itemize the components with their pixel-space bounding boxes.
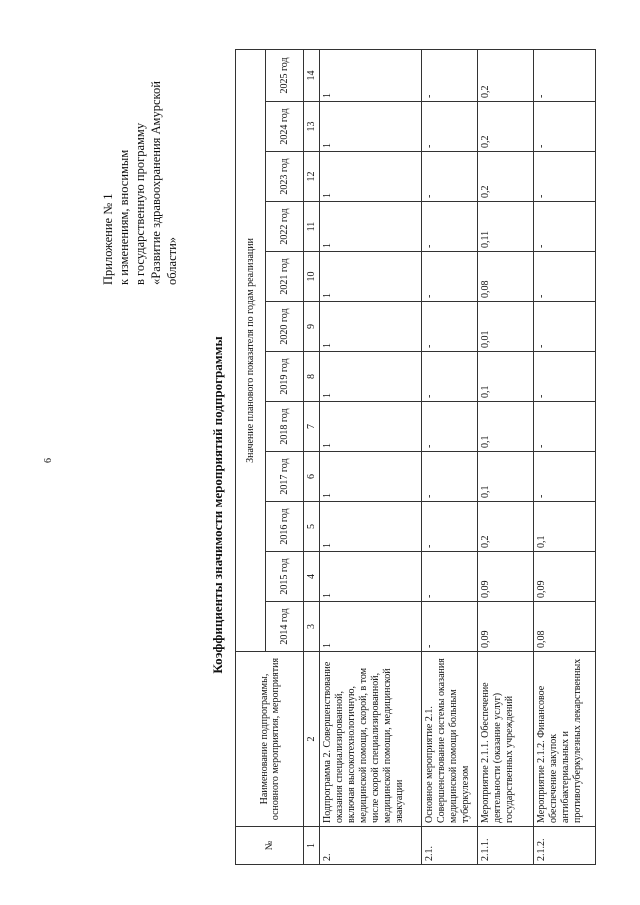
column-number: 11	[304, 202, 320, 252]
row-name: Мероприятие 2.1.2. Финансовое обеспечение закупок антибактериальных и противотуберкулезных лекарственных	[534, 652, 596, 827]
header-values: Значение планового показателя по годам реализации	[236, 49, 266, 651]
row-number: 2.1.1.	[478, 827, 534, 865]
annex-line: в государственную программу	[133, 122, 147, 285]
row-number: 2.1.2.	[534, 827, 596, 865]
row-number: 2.1.	[422, 827, 478, 865]
value-cell: -	[422, 502, 478, 552]
value-cell: -	[422, 202, 478, 252]
column-number: 7	[304, 402, 320, 452]
value-cell: 0,08	[534, 602, 596, 652]
value-cell: 0,2	[478, 152, 534, 202]
year-header: 2014 год	[266, 602, 304, 652]
value-cell: 0,09	[478, 552, 534, 602]
header-row	[236, 49, 266, 864]
value-cell: -	[422, 152, 478, 202]
column-number: 10	[304, 252, 320, 302]
row-name: Подпрограмма 2. Совершенствование оказания специализированной, включая высокотехнологичную, медицинской помощи, скорой, в том числе скорой специализированной, медицинской помощи, медицинской эвакуации	[320, 652, 422, 827]
header-num: №	[236, 827, 304, 865]
value-cell: -	[534, 202, 596, 252]
value-cell: -	[422, 302, 478, 352]
column-number: 5	[304, 502, 320, 552]
annex-line: области»	[165, 236, 179, 285]
year-header: 2025 год	[266, 49, 304, 101]
value-cell: 1	[320, 102, 422, 152]
page-number: 6	[43, 458, 54, 463]
column-number: 3	[304, 602, 320, 652]
value-cell: -	[534, 352, 596, 402]
value-cell: 0,1	[478, 452, 534, 502]
header-name: Наименование подпрограммы, основного мероприятия, мероприятия	[236, 652, 304, 827]
value-cell: -	[534, 49, 596, 101]
value-cell: 1	[320, 202, 422, 252]
value-cell: 0,09	[534, 552, 596, 602]
year-header: 2023 год	[266, 152, 304, 202]
year-header: 2019 год	[266, 352, 304, 402]
year-header: 2017 год	[266, 452, 304, 502]
value-cell: 1	[320, 49, 422, 101]
value-cell: -	[422, 252, 478, 302]
value-cell: 0,2	[478, 102, 534, 152]
value-cell: -	[534, 102, 596, 152]
year-header: 2022 год	[266, 202, 304, 252]
column-number: 4	[304, 552, 320, 602]
year-header: 2015 год	[266, 552, 304, 602]
document-title: Коэффициенты значимости мероприятий подпрограммы	[210, 336, 225, 674]
value-cell: -	[534, 452, 596, 502]
value-cell: -	[422, 602, 478, 652]
value-cell: 1	[320, 602, 422, 652]
column-number: 12	[304, 152, 320, 202]
value-cell: -	[534, 302, 596, 352]
value-cell: 0,11	[478, 202, 534, 252]
value-cell: -	[422, 102, 478, 152]
column-number: 13	[304, 102, 320, 152]
row-name: Основное мероприятие 2.1. Совершенствование системы оказания медицинской помощи больным туберкулезом	[422, 652, 478, 827]
row-number: 2.	[320, 827, 422, 865]
value-cell: 1	[320, 402, 422, 452]
column-number: 8	[304, 352, 320, 402]
annex-note	[100, 55, 180, 285]
value-cell: -	[534, 252, 596, 302]
value-cell: 0,09	[478, 602, 534, 652]
value-cell: -	[422, 49, 478, 101]
value-cell: 0,1	[478, 352, 534, 402]
value-cell: 0,2	[478, 502, 534, 552]
value-cell: 0,1	[534, 502, 596, 552]
value-cell: 0,01	[478, 302, 534, 352]
annex-line: «Развитие здравоохранения Амурской	[149, 81, 163, 285]
column-numbers-row	[304, 49, 320, 864]
annex-line: к изменениям, вносимым	[117, 149, 131, 285]
year-header: 2018 год	[266, 402, 304, 452]
value-cell: 1	[320, 552, 422, 602]
value-cell: 0,08	[478, 252, 534, 302]
value-cell: -	[422, 452, 478, 502]
column-number: 6	[304, 452, 320, 502]
value-cell: 1	[320, 502, 422, 552]
table-row	[534, 49, 596, 864]
value-cell: 1	[320, 302, 422, 352]
annex-line: Приложение № 1	[101, 193, 115, 285]
table-row	[478, 49, 534, 864]
value-cell: -	[534, 152, 596, 202]
value-cell: 1	[320, 352, 422, 402]
value-cell: -	[534, 402, 596, 452]
value-cell: 1	[320, 152, 422, 202]
value-cell: -	[422, 402, 478, 452]
coefficients-table	[235, 49, 596, 865]
value-cell: 1	[320, 452, 422, 502]
column-number: 14	[304, 49, 320, 101]
value-cell: -	[422, 352, 478, 402]
table-row	[422, 49, 478, 864]
value-cell: 0,2	[478, 49, 534, 101]
column-number: 2	[304, 652, 320, 827]
column-number: 1	[304, 827, 320, 865]
year-header: 2024 год	[266, 102, 304, 152]
value-cell: -	[422, 552, 478, 602]
table-row	[320, 49, 422, 864]
year-header: 2020 год	[266, 302, 304, 352]
value-cell: 1	[320, 252, 422, 302]
column-number: 9	[304, 302, 320, 352]
value-cell: 0,1	[478, 402, 534, 452]
year-header: 2021 год	[266, 252, 304, 302]
year-header: 2016 год	[266, 502, 304, 552]
row-name: Мероприятие 2.1.1. Обеспечение деятельности (оказание услуг) государственных учреждений	[478, 652, 534, 827]
